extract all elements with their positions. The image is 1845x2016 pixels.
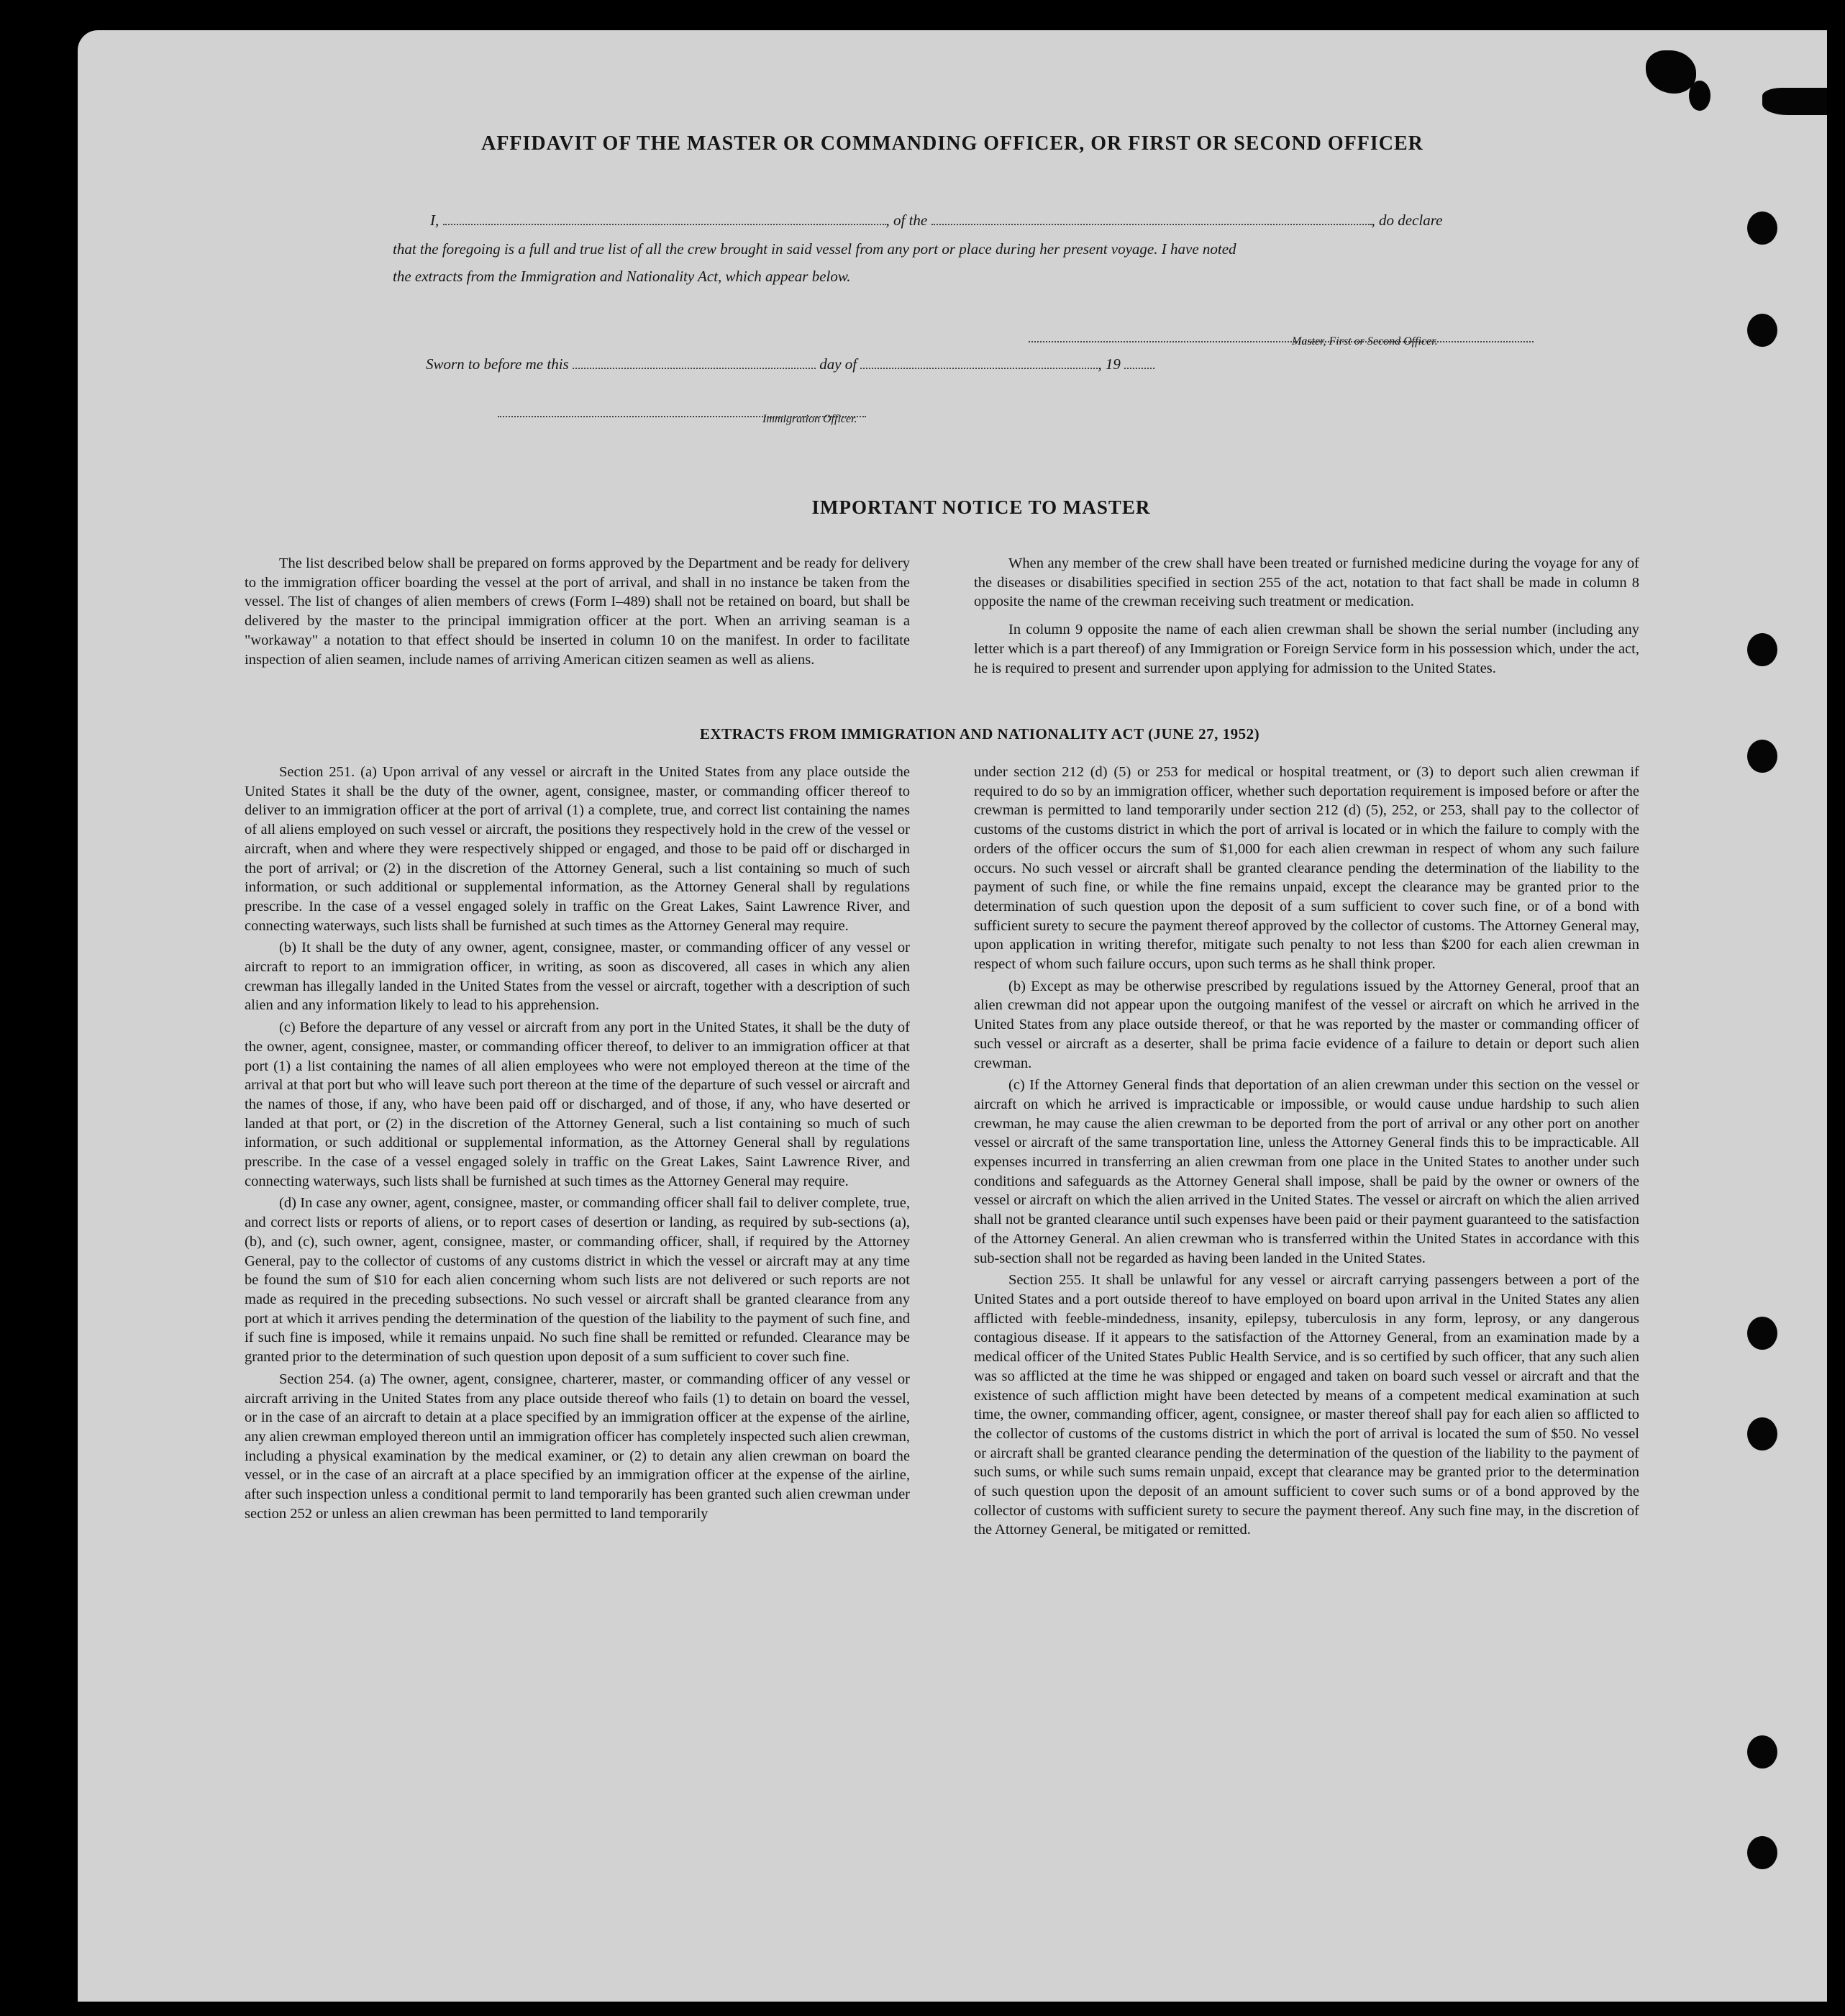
notice-paragraph: The list described below shall be prepared on forms approved by the Department and be ready for delivery to the immigration officer boarding the vessel at the port of arrival, and shall in no instance be taken from the vessel. The list of changes of alien members of crews (Form I–489) shall not be retained on board, but shall be delivered by the master to the principal immigration officer at the port. When an arriving seaman is a "workaway" a notation to that effect should be inserted in column 10 on the manifest. In order to facilitate inspection of alien seamen, include names of arriving American citizen seamen as well as aliens. <box>245 555 910 668</box>
torn-corner-mark <box>1689 81 1710 111</box>
year-label: , 19 <box>1098 355 1121 373</box>
document-page <box>78 30 1827 2002</box>
notice-paragraph: When any member of the crew shall have been treated or furnished medicine during the voyage for any of the diseases or disabilities specified in section 255 of the act, notation to that fact shall be made in column 8 opposite the name of the crewman receiving such treatment or medication. <box>974 555 1639 610</box>
declaration-text-line: the extracts from the Immigration and Nationality Act, which appear below. <box>393 268 851 285</box>
notice-left-column <box>245 554 910 672</box>
sworn-day-field[interactable] <box>573 356 816 369</box>
sworn-line <box>426 355 1154 373</box>
extracts-right-column <box>974 763 1639 1543</box>
declare-label: , do declare <box>1371 212 1443 229</box>
punch-hole <box>1747 1417 1777 1450</box>
statute-section-254a: Section 254. (a) The owner, agent, consignee, charterer, master, or commanding officer of any vessel or aircraft arriving in the United States from any place outside thereof who fails (1) to detain on board the vessel, or in the case of an aircraft to detain at a place specified by an immigration officer at the expense of the airline, any alien crewman employed thereon until an immigration officer has completely inspected such alien crewman, including a physical examination by the medical examiner, or (2) to detain any alien crewman on board the vessel, or in the case of an aircraft at a place specified by an immigration officer at the expense of the airline, after such inspection unless a conditional permit to land temporarily has been granted such alien crewman under section 252 or unless an alien crewman has been permitted to land temporarily <box>245 1371 910 1522</box>
sworn-label: Sworn to before me this <box>426 355 569 373</box>
punch-hole <box>1747 740 1777 773</box>
statute-section-251b: (b) It shall be the duty of any owner, agent, consignee, master, or commanding officer of any vessel or aircraft to report to an immigration officer, in writing, as soon as discovered, all cases in which any alien crewman has illegally landed in the United States from the vessel or aircraft, together with a description of such alien and any information likely to lead to his apprehension. <box>245 940 910 1014</box>
declarant-prefix: I, <box>430 212 439 229</box>
affidavit-heading: AFFIDAVIT OF THE MASTER OR COMMANDING OFFICER, OR FIRST OR SECOND OFFICER <box>481 132 1423 155</box>
statute-section-251a: Section 251. (a) Upon arrival of any vessel or aircraft in the United States from any place outside the United States it shall be the duty of the owner, agent, consignee, master, or commanding officer thereof to deliver to an immigration officer at the port of arrival (1) a complete, true, and correct list containing the names of all aliens employed on such vessel or aircraft, the positions they respectively hold in the crew of the vessel or aircraft, when and where they were respectively shipped or engaged, and those to be paid off or discharged in the port of arrival; or (2) in the discretion of the Attorney General, such a list containing so much of such information, or such additional or supplemental information, as the Attorney General shall by regulations prescribe. In the case of a vessel engaged solely in traffic on the Great Lakes, Saint Lawrence River, and connecting waterways, such lists shall be furnished at such times as the Attorney General may require. <box>245 764 910 934</box>
notice-heading: IMPORTANT NOTICE TO MASTER <box>811 496 1151 518</box>
master-signature-field[interactable] <box>1029 330 1534 342</box>
extracts-left-column <box>245 763 910 1526</box>
notice-right-column <box>974 554 1639 681</box>
notice-paragraph: In column 9 opposite the name of each alien crewman shall be shown the serial number (including any letter which is a part thereof) of any Immigration or Foreign Service form in his possession which, under the act, he is required to present and surrender upon applying for admission to the United States. <box>974 622 1639 676</box>
statute-section-254b: (b) Except as may be otherwise prescribed by regulations issued by the Attorney General, proof that an alien crewman did not appear upon the outgoing manifest of the vessel or aircraft on which he arrived in the United States from any place outside thereof, or that he was reported by the master or commanding officer of such vessel or aircraft as a deserter, shall be prima facie evidence of a failure to detain or deport such alien crewman. <box>974 978 1639 1071</box>
vessel-name-field[interactable] <box>931 212 1372 225</box>
punch-hole <box>1747 1836 1777 1869</box>
declaration-line <box>430 212 1442 230</box>
statute-section-251d: (d) In case any owner, agent, consignee, master, or commanding officer shall fail to deliver complete, true, and correct lists or reports of aliens, or to report cases of desertion or landing, as required by sub-sections (a), (b), and (c), such owner, agent, consignee, master, or commanding officer, shall, if required by the Attorney General, pay to the collector of customs of any customs district in which the vessel or aircraft may at any time be found the sum of $10 for each alien concerning whom such lists are not delivered or such reports are not made as required in the preceding subsections. No such vessel or aircraft shall be granted clearance from any port at which it arrives pending the determination of the question of the liability to the payment of such fine, and if such fine is imposed, while it remains unpaid. No such fine shall be remitted or refunded. Clearance may be granted prior to the determination of such question upon deposit of a sum sufficient to cover such fine. <box>245 1195 910 1366</box>
day-of-label: day of <box>819 355 857 373</box>
statute-section-251c: (c) Before the departure of any vessel or aircraft from any port in the United States, it shall be the duty of the owner, agent, consignee, master, or commanding officer thereof, to deliver to an immigration officer at that port (1) a list containing the names of all alien employees who were not employed thereon at the time of the arrival at that port but who will leave such port thereon at the time of the departure of such vessel or aircraft and the names of those, if any, who have been paid off or discharged, and of those, if any, who have deserted or landed at that port, or (2) in the discretion of the Attorney General, such a list containing so much of such information, or such additional or supplemental information, as the Attorney General shall by regulations prescribe. In the case of a vessel engaged solely in traffic on the Great Lakes, Saint Lawrence River, and connecting waterways, such lists shall be furnished at such times as the Attorney General may require. <box>245 1020 910 1189</box>
torn-corner-mark <box>1646 50 1696 94</box>
extracts-heading: EXTRACTS FROM IMMIGRATION AND NATIONALITY ACT (JUNE 27, 1952) <box>699 725 1260 743</box>
statute-section-254a-continued: under section 212 (d) (5) or 253 for medical or hospital treatment, or (3) to deport such alien crewman if required to do so by an immigration officer, whether such deportation requirement is imposed before or after the crewman is permitted to land temporarily under section 212 (d) (5), 252, or 253, shall pay to the collector of customs of the customs district in which the port of arrival is located or in which the failure to comply with the orders of the officer occurs the sum of $1,000 for each alien crewman in respect of whom any such failure occurs. No such vessel or aircraft shall be granted clearance pending the determination of the liability to the payment of such fine, or while the fine remains unpaid, except the clearance may be granted prior to the determination of such question upon the deposit of a sum sufficient to cover such fine, or of a bond with sufficient surety to secure the payment thereof approved by the collector of customs. The Attorney General may, upon application in writing therefor, mitigate such penalty to not less than $200 for each alien crewman in respect of whom such failure occurs, upon such terms as he shall think proper. <box>974 764 1639 973</box>
sworn-year-field[interactable] <box>1124 356 1154 369</box>
punch-hole <box>1747 314 1777 347</box>
punch-hole <box>1747 633 1777 666</box>
sworn-month-field[interactable] <box>860 356 1098 369</box>
immigration-officer-caption: Immigration Officer. <box>762 413 857 425</box>
punch-hole <box>1747 1317 1777 1350</box>
master-signature-caption: Master, First or Second Officer. <box>1292 335 1438 348</box>
punch-hole <box>1747 212 1777 245</box>
of-the-label: , of the <box>885 212 928 229</box>
statute-section-254c: (c) If the Attorney General finds that deportation of an alien crewman under this section on the vessel or aircraft on which he arrived is impracticable or impossible, or would cause undue hardship to such alien crewman, he may cause the alien crewman to be deported from the port of arrival or any other port on another vessel or aircraft of the same transportation line, unless the Attorney General finds this to be impracticable. All expenses incurred in transferring an alien crewman from one place in the United States to another under such conditions and safeguards as the Attorney General shall impose, shall be paid by the owner or owners of the vessel or aircraft on which the alien arrived in the United States. The vessel or aircraft on which the alien arrived shall not be granted clearance until such expenses have been paid or their payment guaranteed to the satisfaction of the Attorney General. An alien crewman who is transferred within the United States in accordance with this sub-section shall not be regarded as having been landed in the United States. <box>974 1077 1639 1266</box>
statute-section-255: Section 255. It shall be unlawful for any vessel or aircraft carrying passengers between a port of the United States and a port outside thereof to have employed on board upon arrival in the United States any alien afflicted with feeble-mindedness, insanity, epilepsy, tuberculosis in any form, leprosy, or any dangerous contagious disease. If it appears to the satisfaction of the Attorney General, from an examination made by a medical officer of the United States Public Health Service, and is so certified by such officer, that any such alien was so afflicted at the time he was shipped or engaged and taken on board such vessel or aircraft and that the existence of such affliction might have been detected by means of a competent medical examination at such time, the owner, commanding officer, agent, consignee, or master thereof shall pay for each alien so afflicted to the collector of customs of the customs district in which the port of arrival is located the sum of $50. No vessel or aircraft shall be granted clearance pending the determination of the question of the liability to the payment of such sums, or while such sums remain unpaid, except that clearance may be granted prior to the determination of such question upon the deposit of an amount sufficient to cover such sums or of a bond approved by the collector of customs with sufficient surety to secure the payment thereof. Any such fine may, in the discretion of the Attorney General, be mitigated or remitted. <box>974 1272 1639 1538</box>
declarant-name-field[interactable] <box>443 212 886 225</box>
punch-hole <box>1747 1735 1777 1768</box>
declaration-text-line: that the foregoing is a full and true list of all the crew brought in said vessel from any port or place during her present voyage. I have noted <box>393 240 1236 258</box>
torn-corner-mark <box>1762 88 1827 115</box>
